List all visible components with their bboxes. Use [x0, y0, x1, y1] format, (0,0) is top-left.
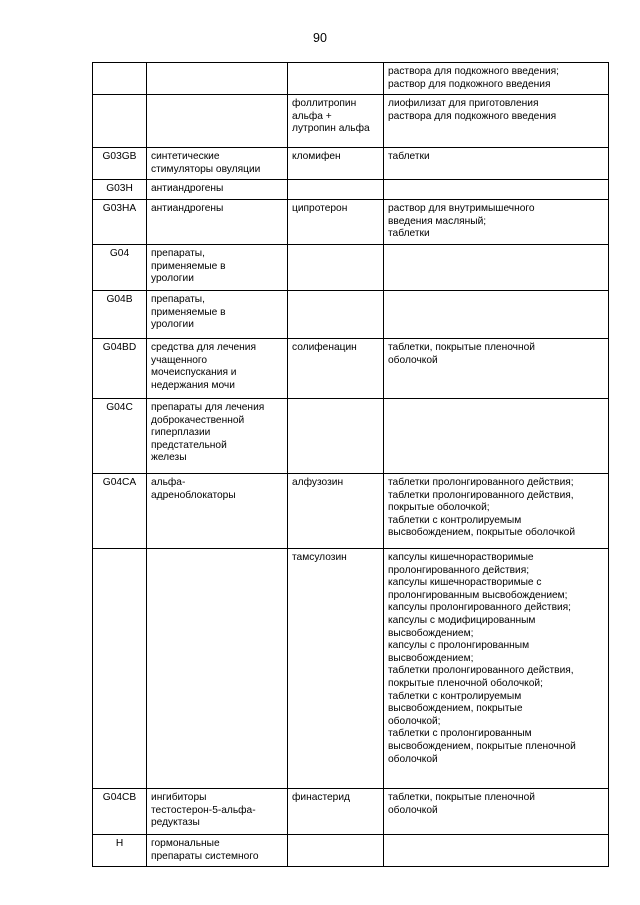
group-name-cell: [147, 474, 288, 549]
drug-name-cell: [288, 180, 384, 200]
dosage-form-line: таблетки: [388, 151, 430, 162]
group-name-cell: [147, 180, 288, 200]
dosage-form-line: таблетки пролонгированного действия,: [388, 665, 574, 677]
atc-code-cell: H: [93, 835, 147, 867]
group-name-line: урологии: [151, 319, 194, 331]
group-name-line: препараты,: [151, 294, 205, 305]
group-name-cell: [147, 63, 288, 95]
dosage-form-line: таблетки: [388, 228, 430, 240]
table-row: [93, 200, 609, 245]
dosage-form-line: высвобождением;: [388, 627, 474, 639]
drug-name-cell: [288, 245, 384, 291]
group-name-line: ингибиторы: [151, 792, 207, 803]
group-name-line: гормональные: [151, 838, 220, 849]
dosage-form-line: оболочкой: [388, 354, 438, 366]
dosage-form-line: таблетки, покрытые пленочной: [388, 792, 535, 803]
drug-name-cell: [288, 399, 384, 474]
dosage-form-cell: [384, 399, 609, 474]
dosage-form-cell: [384, 245, 609, 291]
drug-name-line: альфа +: [292, 110, 332, 122]
group-name-line: применяемые в: [151, 260, 226, 272]
dosage-form-line: пролонгированного действия;: [388, 564, 530, 576]
table-row: [93, 549, 609, 789]
group-name-line: учащенного: [151, 354, 208, 366]
table-row: [93, 339, 609, 399]
dosage-form-line: капсулы кишечнорастворимые: [388, 552, 534, 563]
table-row: [93, 474, 609, 549]
group-name-cell: [147, 789, 288, 835]
group-name-line: препараты,: [151, 248, 205, 259]
dosage-form-line: капсулы с пролонгированным: [388, 640, 530, 652]
atc-code-cell: [93, 549, 147, 789]
group-name-line: стимуляторы овуляции: [151, 163, 261, 175]
drug-name-cell: [288, 95, 384, 148]
drug-name-cell: [288, 549, 384, 789]
group-name-line: антиандрогены: [151, 183, 224, 194]
group-name-line: синтетические: [151, 151, 220, 162]
group-name-cell: [147, 549, 288, 789]
group-name-line: гиперплазии: [151, 427, 211, 439]
drug-name-line: алфузозин: [292, 477, 344, 488]
group-name-line: альфа-: [151, 477, 186, 488]
drug-name-line: солифенацин: [292, 342, 357, 353]
drug-name-line: финастерид: [292, 792, 350, 803]
group-name-cell: [147, 399, 288, 474]
dosage-form-cell: [384, 200, 609, 245]
group-name-cell: [147, 339, 288, 399]
group-name-cell: [147, 200, 288, 245]
table-row: [93, 95, 609, 148]
group-name-line: препараты системного: [151, 850, 259, 862]
atc-code-cell: G03HA: [93, 200, 147, 245]
group-name-line: доброкачественной: [151, 414, 245, 426]
drug-name-cell: [288, 789, 384, 835]
drug-name-line: ципротерон: [292, 203, 348, 214]
dosage-form-cell: [384, 835, 609, 867]
drug-name-line: фоллитропин: [292, 98, 357, 109]
atc-code-cell: G04CB: [93, 789, 147, 835]
dosage-form-line: капсулы кишечнорастворимые с: [388, 577, 542, 589]
dosage-form-line: капсулы пролонгированного действия;: [388, 602, 572, 614]
group-name-cell: [147, 148, 288, 180]
group-name-line: предстательной: [151, 439, 227, 451]
table-row: [93, 63, 609, 95]
table-row: [93, 148, 609, 180]
atc-code-cell: [93, 63, 147, 95]
atc-code-cell: G04CA: [93, 474, 147, 549]
dosage-form-line: введения масляный;: [388, 215, 487, 227]
dosage-form-cell: [384, 148, 609, 180]
table-row: [93, 789, 609, 835]
dosage-form-line: покрытые оболочкой;: [388, 502, 490, 514]
table-row: [93, 835, 609, 867]
atc-code-cell: G04BD: [93, 339, 147, 399]
group-name-line: применяемые в: [151, 306, 226, 318]
table-row: [93, 180, 609, 200]
drug-name-cell: [288, 474, 384, 549]
dosage-form-line: таблетки с контролируемым: [388, 690, 522, 702]
group-name-line: урологии: [151, 273, 194, 285]
dosage-form-line: высвобождением, покрытые пленочной: [388, 740, 576, 752]
drug-name-cell: [288, 148, 384, 180]
dosage-form-line: высвобождением, покрытые: [388, 703, 523, 715]
drug-name-line: тамсулозин: [292, 552, 347, 563]
group-name-line: препараты для лечения: [151, 402, 265, 413]
dosage-form-cell: [384, 474, 609, 549]
table-row: [93, 291, 609, 339]
medication-table-body: [93, 63, 609, 867]
group-name-cell: [147, 291, 288, 339]
group-name-line: редуктазы: [151, 817, 200, 829]
drug-name-cell: [288, 291, 384, 339]
dosage-form-line: таблетки, покрытые пленочной: [388, 342, 535, 353]
table-row: [93, 399, 609, 474]
dosage-form-cell: [384, 339, 609, 399]
group-name-line: тестостерон-5-альфа-: [151, 804, 256, 816]
group-name-line: недержания мочи: [151, 379, 235, 391]
dosage-form-cell: [384, 291, 609, 339]
table-row: [93, 245, 609, 291]
dosage-form-line: таблетки пролонгированного действия;: [388, 477, 574, 488]
dosage-form-cell: [384, 63, 609, 95]
group-name-cell: [147, 95, 288, 148]
dosage-form-line: высвобождением;: [388, 652, 474, 664]
drug-name-cell: [288, 200, 384, 245]
drug-name-cell: [288, 835, 384, 867]
dosage-form-line: лиофилизат для приготовления: [388, 98, 539, 109]
drug-name-cell: [288, 63, 384, 95]
group-name-line: мочеиспускания и: [151, 367, 237, 379]
group-name-line: адреноблокаторы: [151, 489, 236, 501]
atc-code-cell: G03H: [93, 180, 147, 200]
group-name-cell: [147, 835, 288, 867]
dosage-form-line: покрытые пленочной оболочкой;: [388, 677, 543, 689]
group-name-line: средства для лечения: [151, 342, 257, 353]
dosage-form-line: оболочкой;: [388, 715, 441, 727]
dosage-form-line: раствор для внутримышечного: [388, 203, 535, 214]
dosage-form-cell: [384, 95, 609, 148]
page-number: 90: [313, 31, 327, 45]
atc-code-cell: G04C: [93, 399, 147, 474]
medication-table: [92, 62, 609, 867]
dosage-form-cell: [384, 549, 609, 789]
atc-code-cell: G04B: [93, 291, 147, 339]
dosage-form-line: таблетки с контролируемым: [388, 514, 522, 526]
dosage-form-line: раствор для подкожного введения: [388, 78, 551, 90]
atc-code-cell: G03GB: [93, 148, 147, 180]
dosage-form-cell: [384, 789, 609, 835]
dosage-form-line: пролонгированным высвобождением;: [388, 589, 568, 601]
dosage-form-line: раствора для подкожного введения: [388, 110, 557, 122]
dosage-form-line: капсулы с модифицированным: [388, 614, 536, 626]
dosage-form-line: высвобождением, покрытые оболочкой: [388, 527, 576, 539]
atc-code-cell: G04: [93, 245, 147, 291]
dosage-form-line: раствора для подкожного введения;: [388, 66, 559, 77]
dosage-form-line: оболочкой: [388, 753, 438, 765]
dosage-form-cell: [384, 180, 609, 200]
drug-name-line: кломифен: [292, 151, 341, 162]
dosage-form-line: таблетки пролонгированного действия,: [388, 489, 574, 501]
drug-name-cell: [288, 339, 384, 399]
group-name-line: антиандрогены: [151, 203, 224, 214]
dosage-form-line: таблетки с пролонгированным: [388, 728, 532, 740]
group-name-cell: [147, 245, 288, 291]
group-name-line: железы: [151, 452, 187, 464]
drug-name-line: лутропин альфа: [292, 123, 370, 135]
atc-code-cell: [93, 95, 147, 148]
dosage-form-line: оболочкой: [388, 804, 438, 816]
